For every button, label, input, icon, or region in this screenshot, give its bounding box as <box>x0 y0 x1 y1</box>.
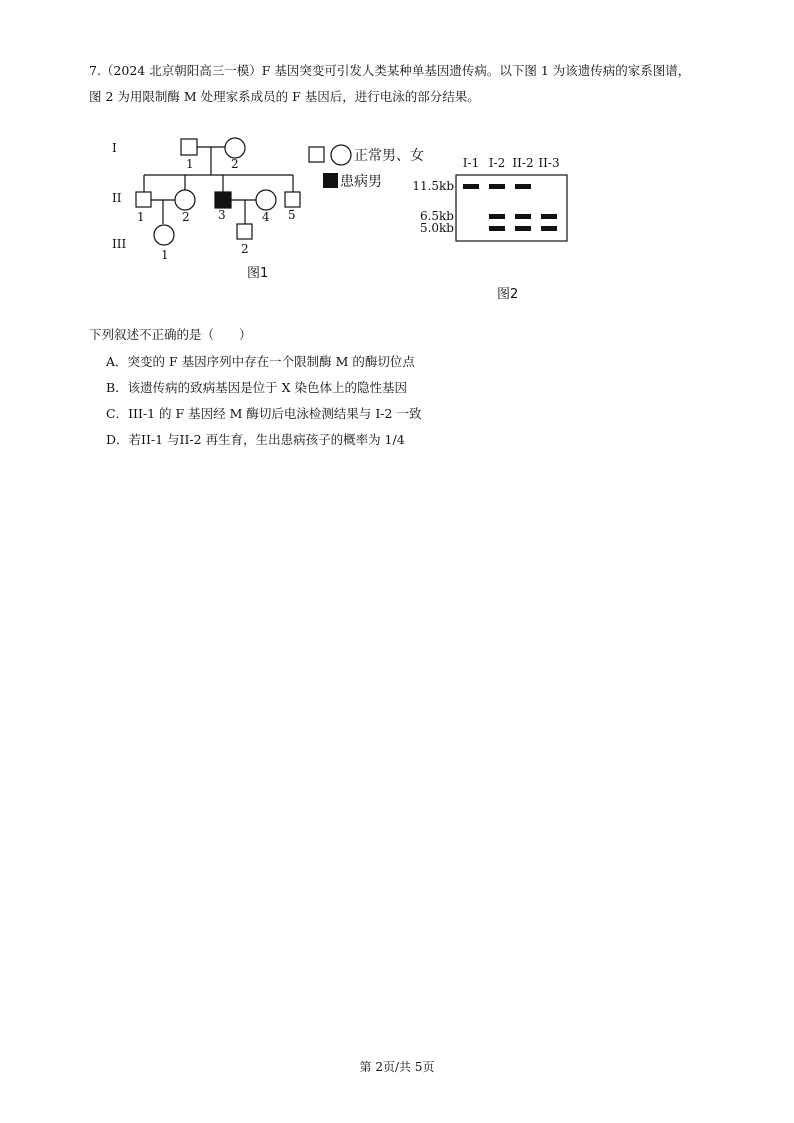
generation-II-label: II <box>112 191 122 205</box>
gel-size-label-6.5kb: 6.5kb <box>419 209 454 223</box>
pedigree-I-2-female <box>225 138 245 158</box>
generation-I-label: I <box>112 141 117 155</box>
option-c[interactable]: C．III-1 的 F 基因经 M 酶切后电泳检测结果与 I-2 一致 <box>106 406 422 421</box>
gel-lane-label-I-1: I-1 <box>462 156 480 170</box>
generation-III-label: III <box>112 237 127 251</box>
pedigree-III-1-female <box>154 225 174 245</box>
gel-size-label-5.0kb: 5.0kb <box>419 221 454 235</box>
gel-size-label-11.5kb: 11.5kb <box>412 179 454 193</box>
label-II-2: 2 <box>182 210 190 224</box>
question-stem: 下列叙述不正确的是（ ） <box>89 327 252 342</box>
pedigree-figure <box>136 138 300 245</box>
gel-band-I-2-5.0kb <box>489 226 505 231</box>
legend-affected-male-icon <box>323 173 338 188</box>
label-II-5: 5 <box>288 208 296 222</box>
pedigree-II-2-female <box>175 190 195 210</box>
label-III-1: 1 <box>161 248 169 262</box>
question-line-2: 图 2 为用限制酶 M 处理家系成员的 F 基因后，进行电泳的部分结果。 <box>89 89 480 104</box>
label-I-2: 2 <box>231 157 239 171</box>
gel-band-II-2-5.0kb <box>515 226 531 231</box>
figures <box>0 0 794 320</box>
legend-normal-male-icon <box>309 147 324 162</box>
legend-normal-female-icon <box>331 145 351 165</box>
gel-band-II-2-6.5kb <box>515 214 531 219</box>
pedigree-II-4-female <box>256 190 276 210</box>
legend-normal-label: 正常男、女 <box>354 148 424 164</box>
label-II-1: 1 <box>137 210 145 224</box>
gel-band-II-3-6.5kb <box>541 214 557 219</box>
gel-band-I-1-11.5kb <box>463 184 479 189</box>
gel-lane-label-II-3: II-3 <box>538 156 560 170</box>
pedigree-I-1-male <box>181 139 197 155</box>
figure1-caption: 图1 <box>247 266 269 281</box>
option-d[interactable]: D．若II-1 与II-2 再生育，生出患病孩子的概率为 1/4 <box>106 432 405 447</box>
question-line-1: 7.（2024 北京朝阳高三一模）F 基因突变可引发人类某种单基因遗传病。以下图 1 为该遗传病的家系图谱， <box>89 63 691 78</box>
gel-figure <box>412 156 567 302</box>
option-b[interactable]: B．该遗传病的致病基因是位于 X 染色体上的隐性基因 <box>106 380 408 395</box>
gel-lane-label-II-2: II-2 <box>512 156 534 170</box>
label-I-1: 1 <box>186 157 194 171</box>
pedigree-II-5-male <box>285 192 300 207</box>
gel-lane-label-I-2: I-2 <box>488 156 506 170</box>
gel-band-II-2-11.5kb <box>515 184 531 189</box>
legend-affected-label: 患病男 <box>340 174 382 190</box>
label-II-4: 4 <box>262 210 270 224</box>
label-III-2: 2 <box>241 242 249 256</box>
pedigree-III-2-male <box>237 224 252 239</box>
label-II-3: 3 <box>218 208 226 222</box>
pedigree-legend <box>309 145 424 190</box>
option-a[interactable]: A．突变的 F 基因序列中存在一个限制酶 M 的酶切位点 <box>106 354 415 369</box>
figure2-caption: 图2 <box>497 287 519 302</box>
pedigree-II-3-affected-male <box>215 192 231 208</box>
gel-band-I-2-11.5kb <box>489 184 505 189</box>
page-footer: 第 2页/共 5页 <box>359 1060 435 1074</box>
gel-band-II-3-5.0kb <box>541 226 557 231</box>
gel-band-I-2-6.5kb <box>489 214 505 219</box>
pedigree-II-1-male <box>136 192 151 207</box>
